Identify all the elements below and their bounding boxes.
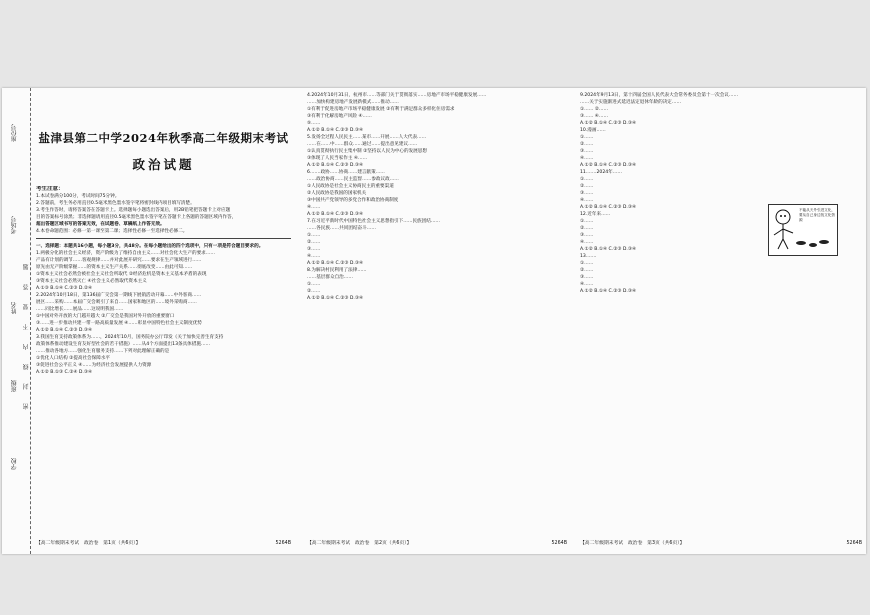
question-line: ②…… — [580, 268, 594, 273]
notice-line: 1.本试卷满分100分，考试时间75分钟。 — [36, 194, 120, 199]
question-line: A.①② B.①④ C.②③ D.③④ — [580, 289, 637, 294]
question-text-block — [580, 92, 862, 295]
question-line: ……同比增长……展品……这说明我国…… — [36, 307, 124, 312]
question-line: A.①② B.①④ C.②③ D.③④ — [307, 128, 364, 133]
question-line: ②人民政协是我国的国家机关 — [307, 191, 367, 196]
exam-sheet — [2, 88, 866, 554]
question-line: 13.…… — [580, 254, 597, 259]
question-line: A.①② B.①④ C.②③ D.③④ — [307, 212, 364, 217]
question-line: ……政治协商……民主监督……参政议政…… — [307, 177, 399, 182]
page-footer — [580, 540, 862, 547]
question-line: ③资本主义社会必然灭亡 ④社会主义必然取代资本主义 — [36, 279, 147, 284]
question-line: ③…… — [307, 247, 321, 252]
question-line: A.①② B.①④ C.②③ D.③④ — [580, 121, 637, 126]
question-line: 1.两极分化的社会主义经济，资产阶级为了维持自由主义……对社会化大生产的要求…… — [36, 251, 215, 256]
school-label: 学校 — [11, 458, 18, 470]
notice-line: 4.本卷命题范围：必修一第一课至第二课；选择性必修一至选择性必修二。 — [36, 229, 188, 234]
question-line: 产品有计划的调节……客观规律……并对此展开研究……要求在生产领域进行…… — [36, 258, 202, 263]
question-line: ①…… — [580, 219, 594, 224]
question-line: 5.发扬全过程人民民主……某市……开展……人大代表…… — [307, 135, 427, 140]
page-column-3 — [580, 92, 862, 548]
question-line: ①…… — [580, 261, 594, 266]
question-line: 政策体系推动建设生育友好型社会的若干措施》……从4个方面提出13条具体措施…… — [36, 342, 211, 347]
question-line: ……在……中……群众……通过……提出意见建议…… — [307, 142, 418, 147]
school-title: 盐津县第二中学2024年秋季高二年级期末考试 — [38, 131, 289, 145]
page-footer — [307, 540, 567, 547]
question-line: 11.……2024年…… — [580, 170, 622, 175]
question-line: 原先由无产阶级掌握……的资本主义生产关系……彻底改变……由此可知…… — [36, 265, 193, 270]
question-line: 7.在习近平新时代中国特色社会主义思想指引下……民族团结…… — [307, 219, 441, 224]
question-line: ……基层群众自治…… — [307, 275, 353, 280]
question-line: 3.我国生育支持政策体系为……，2024年10月，国务院办公厅印发《关于加快完善生育支持 — [36, 335, 224, 340]
question-line: ③促进社会公平正义 ④……为经济社会发展提供人力资源 — [36, 363, 152, 368]
page-footer — [36, 540, 291, 547]
question-line: ②…… — [580, 184, 594, 189]
question-line: 8.为解决村民利用了法律…… — [307, 268, 367, 273]
question-line: ③…… — [580, 233, 594, 238]
footer-text: 【高二年级期末考试 政治卷 第1页（共6页）】 — [36, 541, 141, 546]
notice-line: 超出答题区域书写的答案无效，在试题卷、草稿纸上作答无效。 — [36, 222, 165, 227]
paper-code: 5264B — [275, 541, 291, 546]
question-line: ②…… — [580, 226, 594, 231]
question-line: ③…… — [580, 191, 594, 196]
question-line: ④…… — [580, 282, 594, 287]
exam-room-label: 考场号 — [11, 216, 18, 234]
question-line: ①资本主义社会必然会被社会主义社会所取代 ②经济危机是资本主义基本矛盾的表现 — [36, 272, 207, 277]
page-column-2 — [307, 92, 567, 548]
question-line: ④…… — [307, 205, 321, 210]
question-line: ③…… — [580, 149, 594, 154]
question-line: A.①② B.①③ C.②④ D.③④ — [36, 370, 93, 375]
question-line: ①中国对外开放的大门越开越大 ②广交会是我国对外开放的重要窗口 — [36, 314, 175, 319]
divider — [36, 238, 291, 239]
question-line: 2.2024年10月18日，第136届广交会第一期线下展销活动开幕……中外客商…… — [36, 293, 202, 298]
question-text-block — [36, 250, 291, 376]
question-line: ③…… ④…… — [580, 114, 609, 119]
question-line: 4.2024年10月31日，杭州市……等部门关于贯彻落实……房地产市场平稳健康发展…… — [307, 93, 487, 98]
question-line: ①…… — [580, 135, 594, 140]
question-line: A.①② B.①④ C.②③ D.③④ — [580, 247, 637, 252]
question-line: ①人民政协是社会主义协商民主的重要渠道 — [307, 184, 394, 189]
notice-line: 目的答案标号涂黑；非选择题请用直径0.5毫米黑色墨水签字笔在答题卡上各题的答题区域内作答， — [36, 215, 237, 220]
question-line: ①优化人口结构 ②提高社会保障水平 — [36, 356, 111, 361]
question-line: ①…… — [580, 177, 594, 182]
question-line: ②…… — [307, 289, 321, 294]
paper-code: 5264B — [846, 541, 862, 546]
question-line: ④…… — [307, 254, 321, 259]
notice-line: 3.考生作答时，请将答案答在答题卡上。选择题每小题选出答案后，用2B铅笔把答题卡上对应题 — [36, 208, 231, 213]
notice-heading: 考生注意： — [36, 186, 64, 192]
question-line: A.①② B.①④ C.②③ D.③④ — [307, 296, 364, 301]
question-line: ③…… — [580, 275, 594, 280]
question-line: A.①② B.①④ C.②③ D.③④ — [580, 205, 637, 210]
section-heading: 一、选择题：本题共16小题，每小题3分，共48分。在每小题给出的四个选项中，只有一项是符合题目要求的。 — [36, 244, 264, 249]
question-line: ③体现了人民当家作主 ④…… — [307, 156, 368, 161]
class-label: 班级 — [11, 380, 18, 392]
paper-code: 5264B — [551, 541, 567, 546]
cartoon-image — [768, 204, 838, 256]
question-line: 9.2024年9月13日，第十四届全国人民代表大会常务委员会第十一次会议…… — [580, 93, 739, 98]
question-line: A.①② B.①④ C.②③ D.③④ — [307, 163, 364, 168]
name-label: 姓名 — [11, 302, 18, 314]
footer-text: 【高二年级期末考试 政治卷 第3页（共6页）】 — [580, 541, 685, 546]
question-line: ……各民族……共同团结奋斗…… — [307, 226, 376, 231]
cartoon-caption: 不能从天外引进文化，要从自己身边找文化资源 — [799, 208, 835, 222]
question-line: A.①② B.①④ C.②③ D.③④ — [36, 328, 93, 333]
seat-number-label: 座位号 — [11, 124, 18, 142]
question-line: ④…… — [580, 198, 594, 203]
notice-line: 2.答题前，考生务必用直径0.5毫米黑色墨水签字笔将密封线内项目填写清楚。 — [36, 201, 195, 206]
question-line: A.①② B.①④ C.②③ D.③④ — [307, 261, 364, 266]
question-line: ①有利于促进房地产市场平稳健康发展 ②有利于满足群众多样化住房需求 — [307, 107, 455, 112]
question-line: ……关于实施渐进式延迟法定退休年龄的决定…… — [580, 100, 682, 105]
seal-line-text: 密 封 线 内 不 要 答 题 — [23, 258, 30, 410]
question-line: ⑤…… — [307, 121, 321, 126]
question-line: ……推动各地方……强化生育服务支持……下列对此理解正确的是 — [36, 349, 170, 354]
question-line: ④…… — [580, 240, 594, 245]
question-line: A.①③ B.①④ C.②③ D.②④ — [36, 286, 93, 291]
question-line: A.①② B.①④ C.②③ D.③④ — [580, 163, 637, 168]
question-line: 展区……采购……本届广交会吸引了来自……国家和地区的……境外采购商…… — [36, 300, 197, 305]
question-line: ③有利于化解房地产风险 ④…… — [307, 114, 372, 119]
question-line: 10.漫画…… — [580, 128, 606, 133]
question-line: ……加快构建房地产发展新模式……推动…… — [307, 100, 399, 105]
question-line: ②…… — [307, 240, 321, 245]
binding-gutter — [2, 88, 31, 554]
subject-title: 政治试题 — [132, 157, 195, 172]
question-line: ③……进一步推动共建一带一路高质量发展 ④……彰显中国特色社会主义制度优势 — [36, 321, 202, 326]
footer-text: 【高二年级期末考试 政治卷 第2页（共6页）】 — [307, 541, 412, 546]
question-line: ②…… — [580, 142, 594, 147]
question-line: ①认真贯彻执行民主集中制 ②坚持以人民为中心的发展思想 — [307, 149, 427, 154]
question-text-block — [307, 92, 567, 302]
question-line: ①…… ②…… — [580, 107, 609, 112]
question-line: 6.……政协……协商……建言献策…… — [307, 170, 385, 175]
question-line: ③中国共产党领导的多党合作和政治协商制度 — [307, 198, 399, 203]
question-line: ①…… — [307, 282, 321, 287]
question-line: ④…… — [580, 156, 594, 161]
page-column-1 — [36, 92, 291, 548]
question-line: 12.近年来…… — [580, 212, 611, 217]
question-line: ①…… — [307, 233, 321, 238]
